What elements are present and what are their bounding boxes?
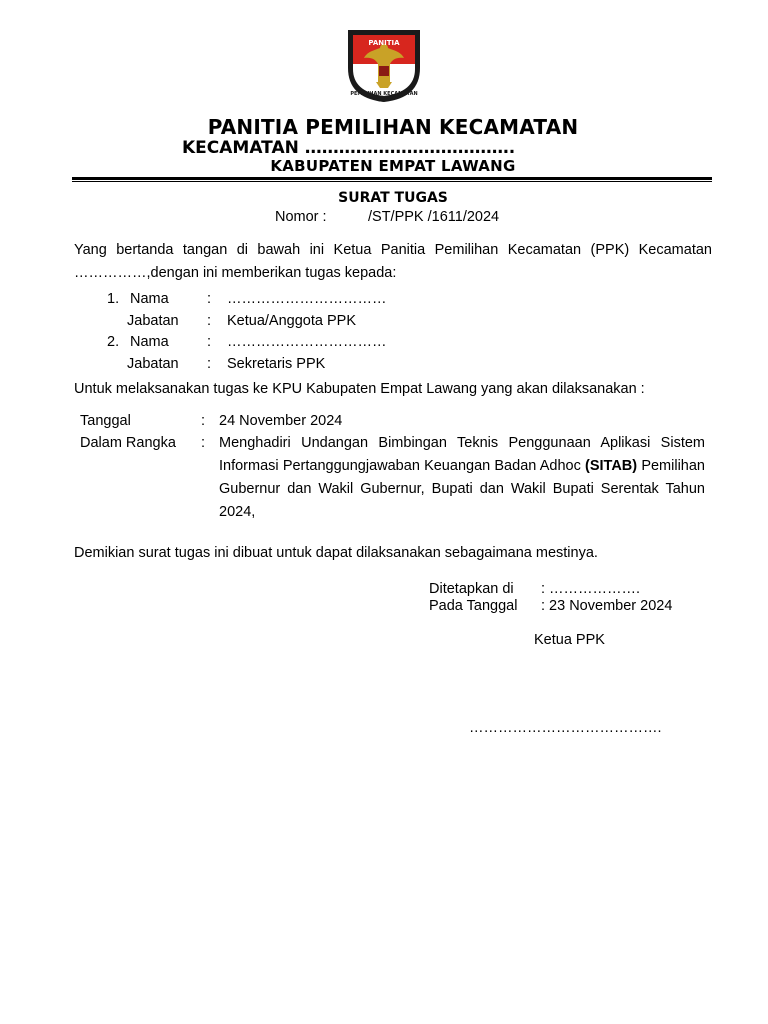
- intro-line-2: ……………,dengan ini memberikan tugas kepada:: [74, 265, 397, 281]
- letter-title: SURAT TUGAS: [338, 190, 448, 206]
- pada-tanggal-value: : 23 November 2024: [541, 598, 673, 614]
- rangka-text-2: Pemilihan Gubernur dan Wakil Gubernur, Bupati dan Wakil Bupati Serentak Tahun 2024,: [219, 458, 705, 520]
- header-rule-thin: [72, 181, 712, 182]
- person-1-nama-colon: :: [207, 291, 212, 307]
- person-2-nama-label: Nama: [130, 334, 169, 350]
- ditetapkan-value: : ……………….: [541, 581, 641, 597]
- person-1-jabatan-value: Ketua/Anggota PPK: [227, 313, 356, 329]
- header-line-3: KABUPATEN EMPAT LAWANG: [270, 157, 516, 175]
- person-2-jabatan-value: Sekretaris PPK: [227, 356, 326, 372]
- person-1-nama-label: Nama: [130, 291, 169, 307]
- tanggal-value: 24 November 2024: [219, 413, 343, 429]
- task-intro: Untuk melaksanakan tugas ke KPU Kabupaten Empat Lawang yang akan dilaksanakan :: [74, 381, 645, 397]
- person-1-jabatan-colon: :: [207, 313, 212, 329]
- pada-tanggal-label: Pada Tanggal: [429, 598, 518, 614]
- person-2-nama-value: ……………………………: [227, 334, 387, 350]
- tanggal-label: Tanggal: [80, 413, 131, 429]
- header-line-1: PANITIA PEMILIHAN KECAMATAN: [207, 115, 579, 139]
- person-1-jabatan-label: Jabatan: [127, 313, 179, 329]
- nomor-value: /ST/PPK /1611/2024: [368, 209, 500, 225]
- rangka-text-1: Menghadiri Undangan Bimbingan Teknis Penggunaan Aplikasi Sistem Informasi Pertanggungjawaban Keuangan Badan Adhoc: [219, 435, 705, 474]
- header-rule-thick: [72, 177, 712, 180]
- rangka-label: Dalam Rangka: [80, 435, 176, 451]
- ditetapkan-label: Ditetapkan di: [429, 581, 514, 597]
- logo-text-bottom: PEMILIHAN KECAMATAN: [350, 91, 418, 97]
- signature-name-line: ………………………………….: [469, 720, 662, 736]
- person-1-number: 1.: [107, 291, 120, 307]
- signature-role: Ketua PPK: [534, 632, 605, 648]
- nomor-label: Nomor :: [275, 209, 327, 225]
- person-2-nama-colon: :: [207, 334, 212, 350]
- tanggal-colon: :: [201, 413, 206, 429]
- logo-text-top: PANITIA: [368, 39, 400, 47]
- rangka-colon: :: [201, 435, 206, 451]
- panitia-logo: [342, 24, 426, 104]
- rangka-value: [219, 432, 705, 524]
- person-2-number: 2.: [107, 334, 120, 350]
- intro-line-1: Yang bertanda tangan di bawah ini Ketua Panitia Pemilihan Kecamatan (PPK) Kecamatan: [74, 242, 712, 258]
- person-2-jabatan-colon: :: [207, 356, 212, 372]
- header-line-2: KECAMATAN ……………………………….: [182, 138, 516, 158]
- closing-text: Demikian surat tugas ini dibuat untuk dapat dilaksanakan sebagaimana mestinya.: [74, 545, 598, 561]
- person-2-jabatan-label: Jabatan: [127, 356, 179, 372]
- rangka-text-bold: (SITAB): [585, 458, 638, 474]
- person-1-nama-value: ……………………………: [227, 291, 387, 307]
